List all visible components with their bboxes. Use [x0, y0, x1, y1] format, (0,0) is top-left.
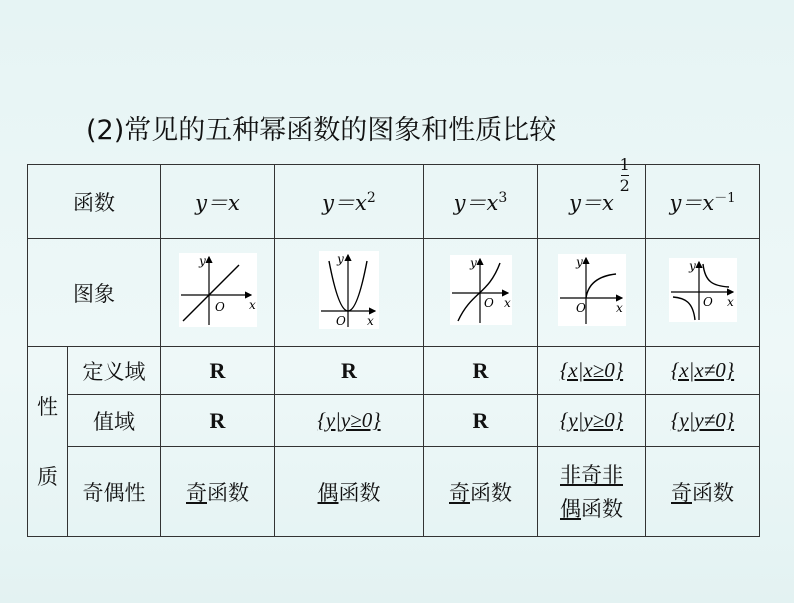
graph-cell-1 — [161, 239, 275, 347]
function-header: 函数 — [28, 165, 161, 239]
graph-origin: O — [214, 300, 225, 314]
parity-cell-1 — [161, 447, 275, 537]
parity-rest-5: 函数 — [692, 480, 734, 505]
function-exponent-3: 3 — [498, 189, 508, 206]
parity-rest-1: 函数 — [207, 480, 249, 505]
parity-rest-4: 函数 — [581, 496, 623, 521]
parity-key-1: 奇 — [186, 480, 207, 505]
function-row — [28, 165, 760, 239]
parity-key-4: 偶 — [560, 496, 581, 521]
function-formula-3: y＝x — [453, 190, 499, 215]
graph-axis-x: x — [248, 298, 256, 312]
parity-key-5: 奇 — [671, 480, 692, 505]
graph-origin: O — [483, 296, 494, 310]
graph-origin: O — [702, 295, 713, 309]
range-cell-3: R — [424, 395, 538, 447]
property-char-1: 性 — [37, 394, 58, 419]
domain-cell-5 — [646, 347, 760, 395]
graph-axis-y: y — [688, 259, 696, 273]
function-cell-4 — [538, 154, 646, 239]
parity-rest-3: 函数 — [470, 480, 512, 505]
graph-header: 图象 — [28, 239, 161, 347]
domain-cell-4 — [538, 347, 646, 395]
graph-cell-2 — [275, 239, 424, 347]
graph-axis-y: y — [575, 255, 583, 269]
exponent-numerator: 1 — [619, 154, 630, 174]
parity-cell-3 — [424, 447, 538, 537]
property-header — [28, 347, 68, 537]
range-header: 值域 — [68, 395, 161, 447]
graph-y-equals-x — [179, 253, 257, 327]
range-value-5: {y|y≠0} — [670, 408, 735, 432]
function-cell-1 — [161, 165, 275, 239]
parity-key-2: 偶 — [317, 480, 339, 505]
graph-axis-x: x — [726, 295, 734, 309]
function-exponent-fraction — [619, 154, 630, 195]
exponent-denominator: 2 — [619, 175, 630, 195]
function-exponent-2: 2 — [366, 189, 376, 206]
graph-axis-y: y — [198, 254, 206, 268]
range-cell-1: R — [161, 395, 275, 447]
domain-header: 定义域 — [68, 347, 161, 395]
range-value-2: {y|y≥0} — [317, 408, 381, 432]
domain-row — [28, 347, 760, 395]
domain-value-4: {x|x≥0} — [559, 358, 624, 382]
graph-y-equals-x-inverse — [669, 258, 737, 322]
graph-row — [28, 239, 760, 347]
graph-axis-y: y — [337, 252, 344, 266]
function-formula-2: y＝x — [322, 190, 367, 215]
range-value-4: {y|y≥0} — [559, 408, 624, 432]
range-cell-2 — [275, 395, 424, 447]
function-cell-5 — [646, 165, 760, 239]
graph-origin: O — [575, 301, 586, 315]
range-cell-4 — [538, 395, 646, 447]
graph-axis-x: x — [503, 296, 511, 310]
function-formula-1: y＝x — [195, 190, 240, 215]
property-char-2: 质 — [37, 464, 58, 489]
graph-y-equals-x-squared — [319, 251, 379, 329]
graph-y-equals-sqrt-x — [558, 254, 626, 326]
graph-y-equals-x-cubed — [450, 255, 512, 325]
graph-cell-4 — [538, 239, 646, 347]
domain-cell-3: R — [424, 347, 538, 395]
function-cell-3 — [424, 165, 538, 239]
parity-rest-2: 函数 — [338, 480, 381, 505]
parity-key-3: 奇 — [449, 480, 470, 505]
function-cell-2 — [275, 165, 424, 239]
graph-axis-x: x — [615, 301, 623, 315]
graph-axis-x: x — [367, 314, 374, 328]
domain-cell-2: R — [275, 347, 424, 395]
graph-cell-5 — [646, 239, 760, 347]
domain-cell-1: R — [161, 347, 275, 395]
power-function-table — [27, 154, 760, 537]
parity-header: 奇偶性 — [68, 447, 161, 537]
parity-cell-5 — [646, 447, 760, 537]
graph-cell-3 — [424, 239, 538, 347]
function-exponent-5: －1 — [714, 190, 736, 206]
range-row — [28, 395, 760, 447]
parity-cell-2 — [275, 447, 424, 537]
graph-origin: O — [336, 314, 346, 328]
page-title: (2)常见的五种幂函数的图象和性质比较 — [86, 115, 557, 146]
domain-value-5: {x|x≠0} — [670, 358, 735, 382]
graph-axis-y: y — [469, 256, 477, 270]
parity-line-1: 非奇非 — [560, 462, 623, 487]
function-formula-5: y＝x — [669, 190, 715, 215]
parity-cell-4 — [538, 447, 646, 537]
parity-row — [28, 447, 760, 537]
function-formula-4: y＝x — [569, 190, 614, 215]
range-cell-5 — [646, 395, 760, 447]
